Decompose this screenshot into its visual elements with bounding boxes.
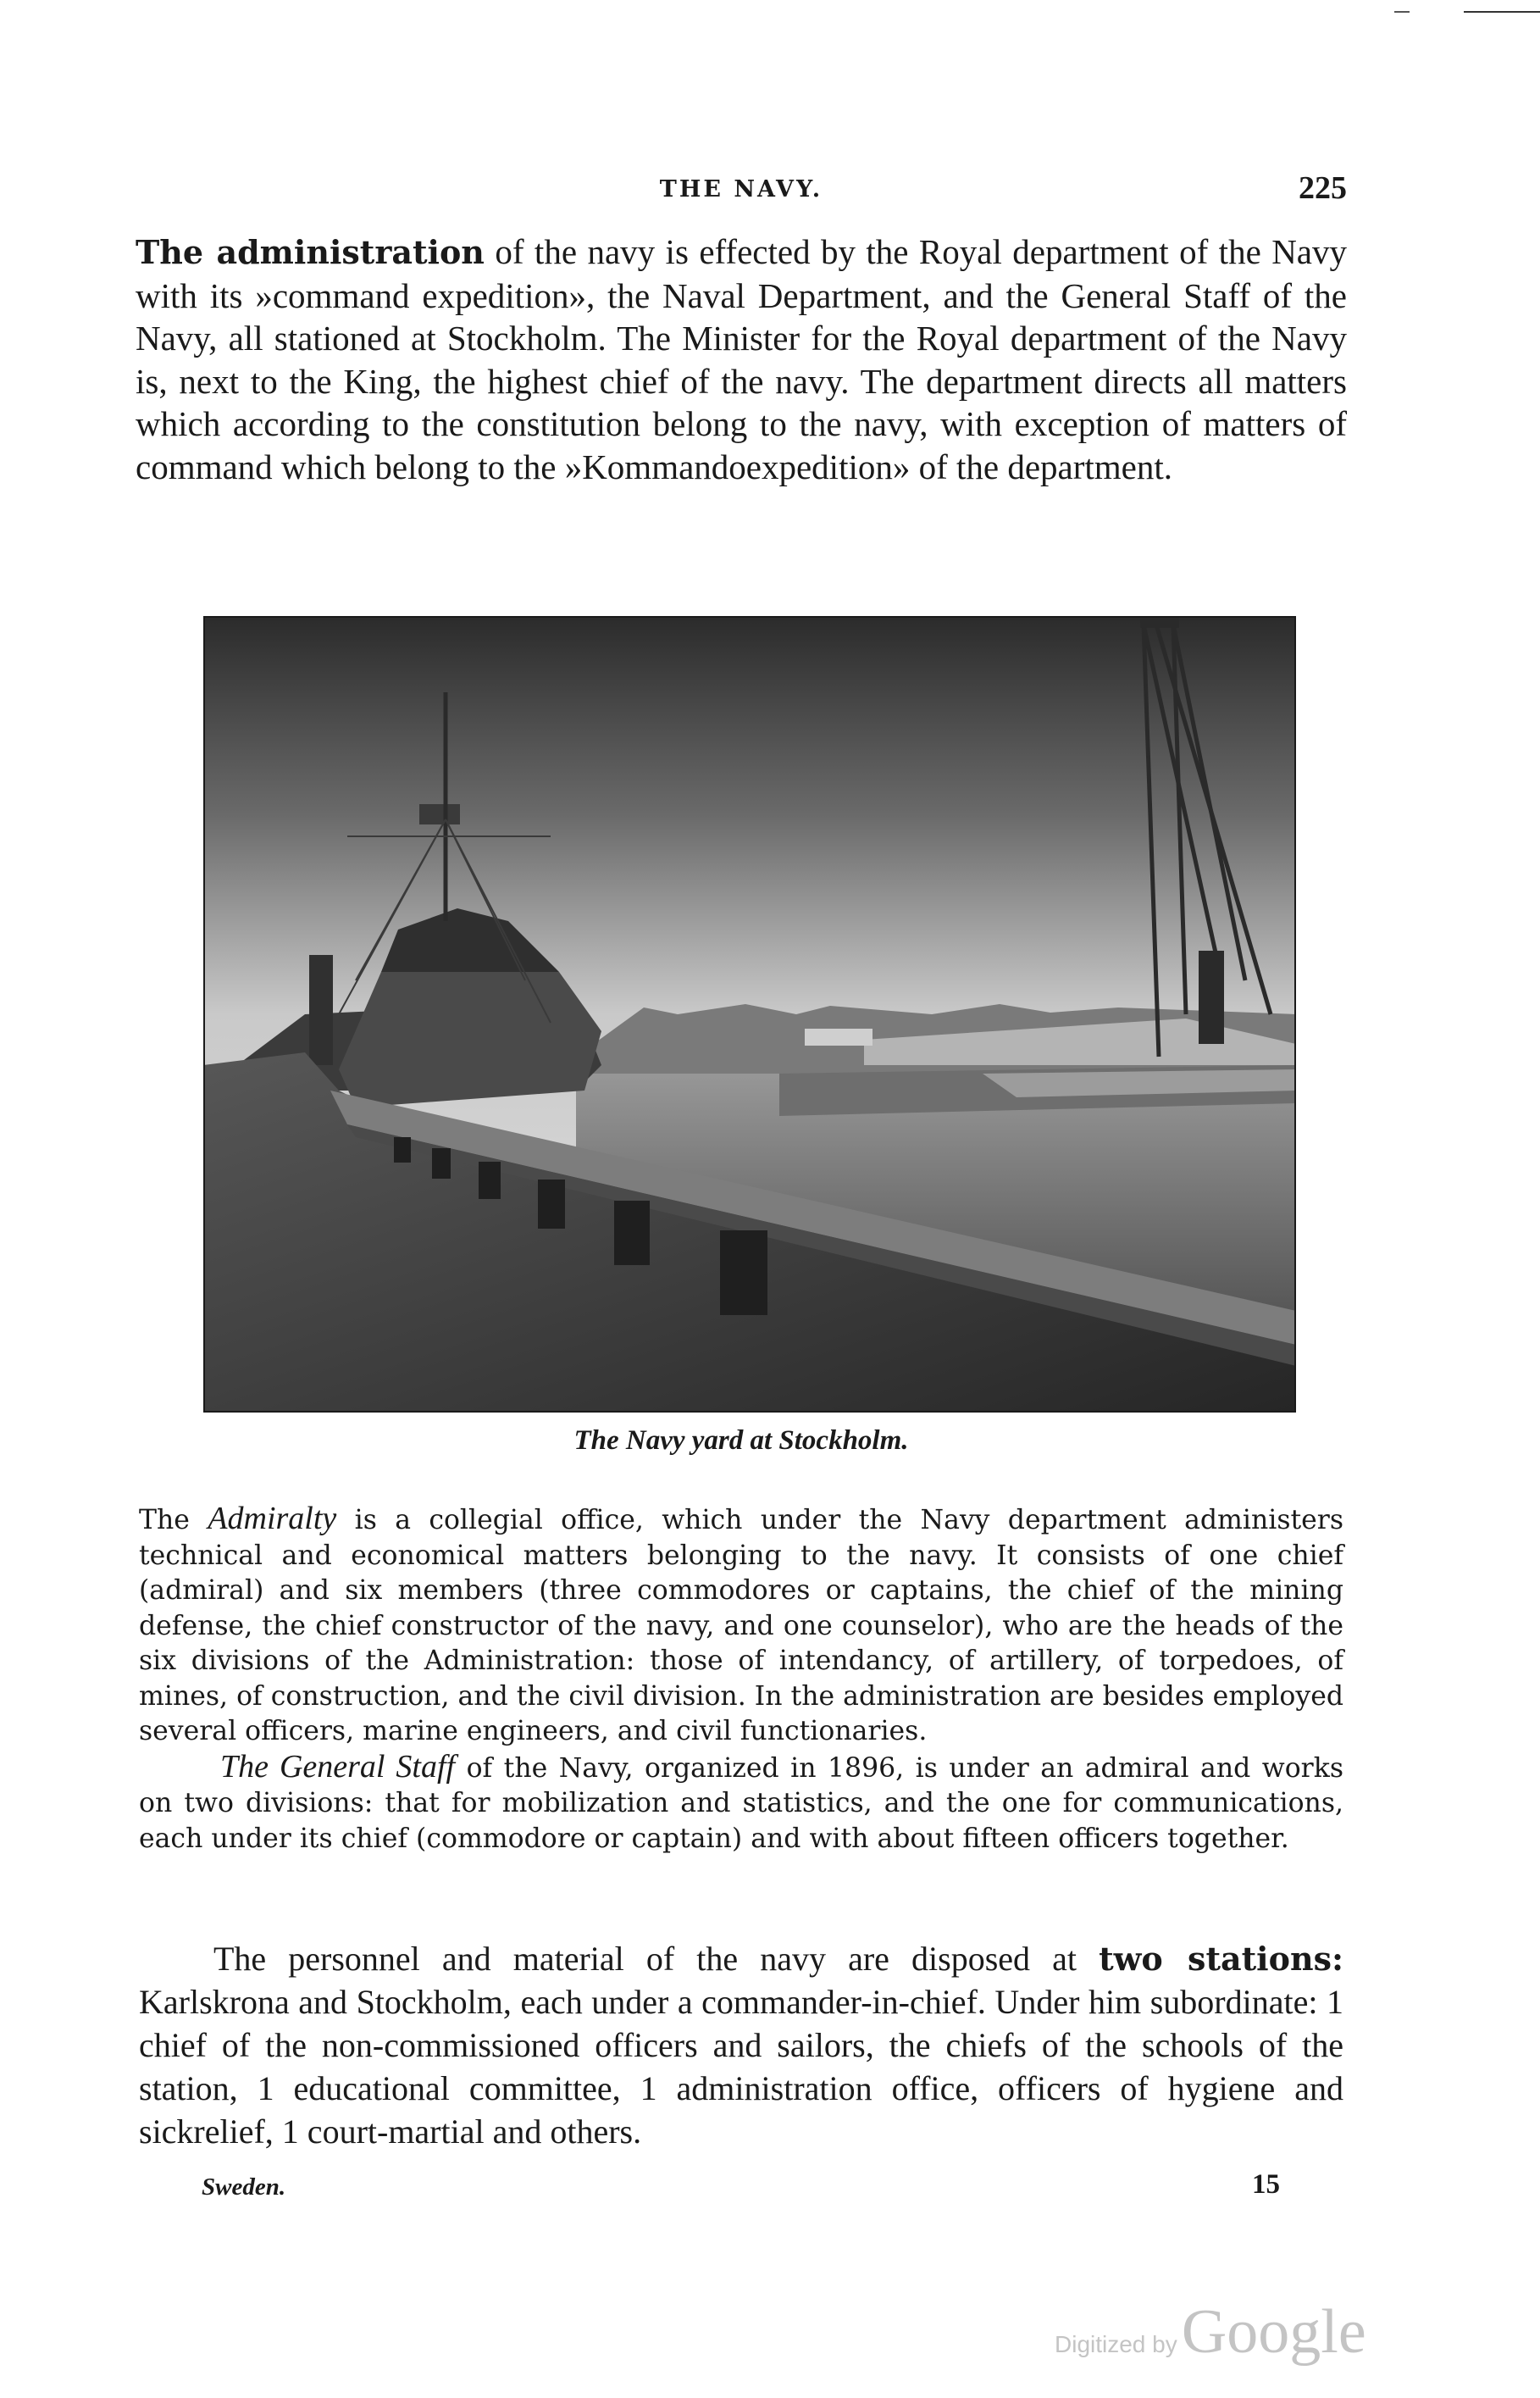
running-title: THE NAVY. bbox=[659, 176, 823, 203]
paragraph-general-staff: The General Staff of the Navy, organized in 1896, is under an admiral and works on two divisions: that for mobilization and statistics, and the one for communications, each under its chief (commodore or captain) and with about fifteen officers together. bbox=[139, 1748, 1343, 1854]
watermark-prefix: Digitized by bbox=[1055, 2331, 1177, 2357]
page-header bbox=[136, 169, 1347, 220]
digitized-watermark bbox=[1055, 2296, 1366, 2368]
sheet-number: 15 bbox=[1252, 2169, 1280, 2200]
paragraph-stations: The personnel and material of the navy are disposed at two stations: Karlskrona and Stockholm, each under a commander-in-chief. Under him subordinate: 1 chief of the non-commissioned officers and sailors, the chiefs of the schools of the station, 1 educational committee, 1 administration office, officers of hygiene and sickrelief, 1 court-martial and others. bbox=[139, 1940, 1343, 2151]
navy-yard-photo bbox=[203, 616, 1296, 1413]
paragraph-administration bbox=[136, 230, 1347, 488]
term-admiralty: Admiralty bbox=[208, 1501, 337, 1536]
bold-two-stations: two stations: bbox=[1099, 1940, 1343, 1978]
paragraph-admiralty: The Admiralty is a collegial office, which under the Navy department administers technical and economical matters belonging to the navy. It consists of one chief (admiral) and six members (three commodores or captains, the chief of the mining defense, the chief constructor of the navy, and one counselor), who are the heads of the six divisions of the Administration: those of intendancy, of artillery, of torpedoes, of mines, of construction, and the civil division. In the administration are besides employed several officers, marine engineers, and civil functionaries. bbox=[139, 1501, 1344, 1746]
paragraph-lead-heading: The administration bbox=[136, 233, 485, 271]
figure-caption: The Navy yard at Stockholm. bbox=[573, 1425, 909, 1456]
paragraph-body: of the navy is effected by the Royal department of the Navy with its »command expedition», the Naval Department, and the General Staff of the Navy, all stationed at Stockholm. The Minister for the Royal department of the Navy is, next to the King, the highest chief of the navy. The department directs all matters which according to the constitution belong to the navy, with exception of matters of command which belong to the »Kommandoexpedition» of the department. bbox=[136, 232, 1347, 486]
signature-mark: Sweden. bbox=[202, 2173, 286, 2201]
scan-corner-marks bbox=[1389, 0, 1540, 25]
term-general-staff: The General Staff bbox=[220, 1748, 456, 1785]
page-number: 225 bbox=[1299, 170, 1347, 206]
watermark-brand: Google bbox=[1181, 2297, 1366, 2367]
small-print-block bbox=[139, 1502, 1343, 1857]
